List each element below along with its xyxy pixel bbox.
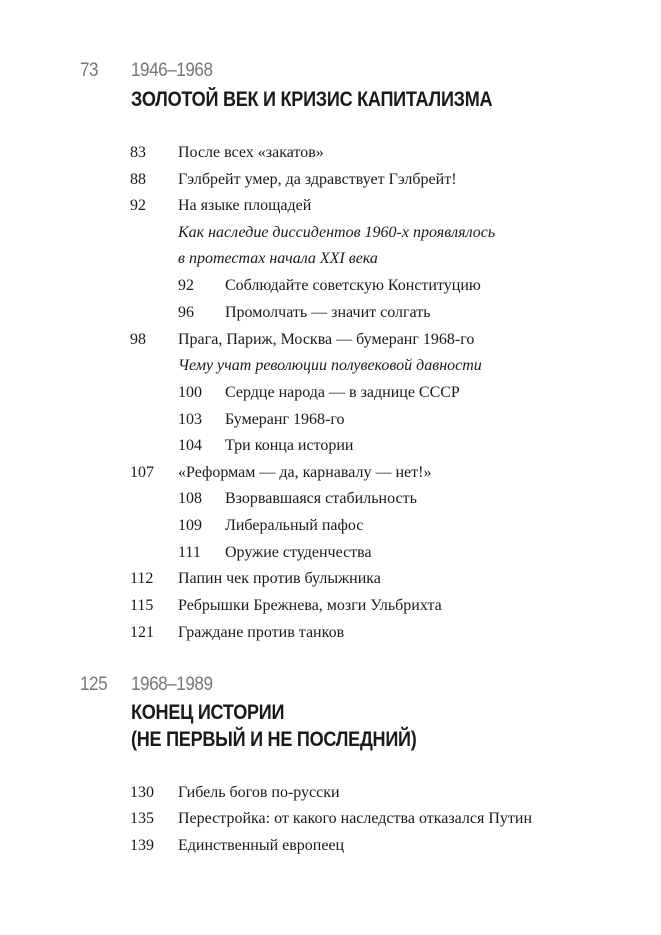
toc-entry-subtitle: в протестах начала XXI века (178, 250, 378, 267)
section-title (131, 86, 492, 113)
section-years: 1946–1968 (131, 60, 213, 81)
toc-entry-title: Взорвавшаяся стабильность (225, 490, 417, 507)
toc-entry-page: 121 (130, 624, 154, 641)
toc-entry-title: Оружие студенчества (225, 544, 372, 561)
toc-entry-title: Гэлбрейт умер, да здравствует Гэлбрейт! (178, 171, 457, 188)
toc-entry-page: 115 (130, 597, 154, 614)
toc-entry-title: Либеральный пафос (225, 517, 364, 534)
toc-entry-title: Три конца истории (225, 437, 354, 454)
toc-entry-page: 88 (130, 171, 146, 188)
toc-entry-title: После всех «закатов» (178, 144, 324, 161)
section-title (131, 699, 417, 753)
toc-entry-page: 112 (130, 570, 154, 587)
toc-entry-subtitle: Как наследие диссидентов 1960-х проявлялось (178, 224, 496, 241)
toc-entry-page: 135 (130, 810, 154, 827)
toc-entry-page: 104 (178, 437, 202, 454)
toc-entry-page: 83 (130, 144, 146, 161)
toc-entry-title: Прага, Париж, Москва — бумеранг 1968-го (178, 331, 475, 348)
section-page-number: 73 (80, 60, 99, 81)
toc-entry-title: Сердце народа — в заднице СССР (225, 384, 460, 401)
toc-entry-page: 108 (178, 490, 202, 507)
toc-entry-title: Гибель богов по-русски (178, 784, 340, 801)
section-title-line: КОНЕЦ ИСТОРИИ (131, 701, 285, 724)
toc-entry-page: 98 (130, 331, 146, 348)
toc-entry-title: Промолчать — значит солгать (225, 304, 431, 321)
toc-entry-title: Граждане против танков (178, 624, 345, 641)
toc-entry-title: Бумеранг 1968-го (225, 411, 345, 428)
section-title-line: ЗОЛОТОЙ ВЕК И КРИЗИС КАПИТАЛИЗМА (131, 88, 493, 111)
toc-entry-page: 130 (130, 784, 154, 801)
toc-entry-page: 100 (178, 384, 202, 401)
toc-entry-page: 92 (178, 277, 194, 294)
section-years: 1968–1989 (131, 674, 213, 695)
toc-entry-page: 109 (178, 517, 202, 534)
toc-entry-page: 92 (130, 197, 146, 214)
toc-entry-title: Перестройка: от какого наследства отказался Путин (178, 810, 533, 827)
toc-entry-title: На языке площадей (178, 197, 312, 214)
toc-entry-page: 111 (178, 544, 201, 561)
toc-entry-subtitle: Чему учат революции полувековой давности (178, 357, 482, 374)
toc-entry-page: 107 (130, 464, 154, 481)
section-page-number: 125 (80, 674, 108, 695)
toc-entry-title: Папин чек против булыжника (178, 570, 381, 587)
toc-entry-page: 139 (130, 837, 154, 854)
toc-entry-title: Соблюдайте советскую Конституцию (225, 277, 481, 294)
toc-entry-title: Ребрышки Брежнева, мозги Ульбрихта (178, 597, 442, 614)
toc-entry-title: «Реформам — да, карнавалу — нет!» (178, 464, 432, 481)
toc-entry-title: Единственный европеец (178, 837, 345, 854)
toc-entry-page: 103 (178, 411, 202, 428)
section-title-line: (НЕ ПЕРВЫЙ И НЕ ПОСЛЕДНИЙ) (131, 728, 417, 751)
toc-entry-page: 96 (178, 304, 194, 321)
